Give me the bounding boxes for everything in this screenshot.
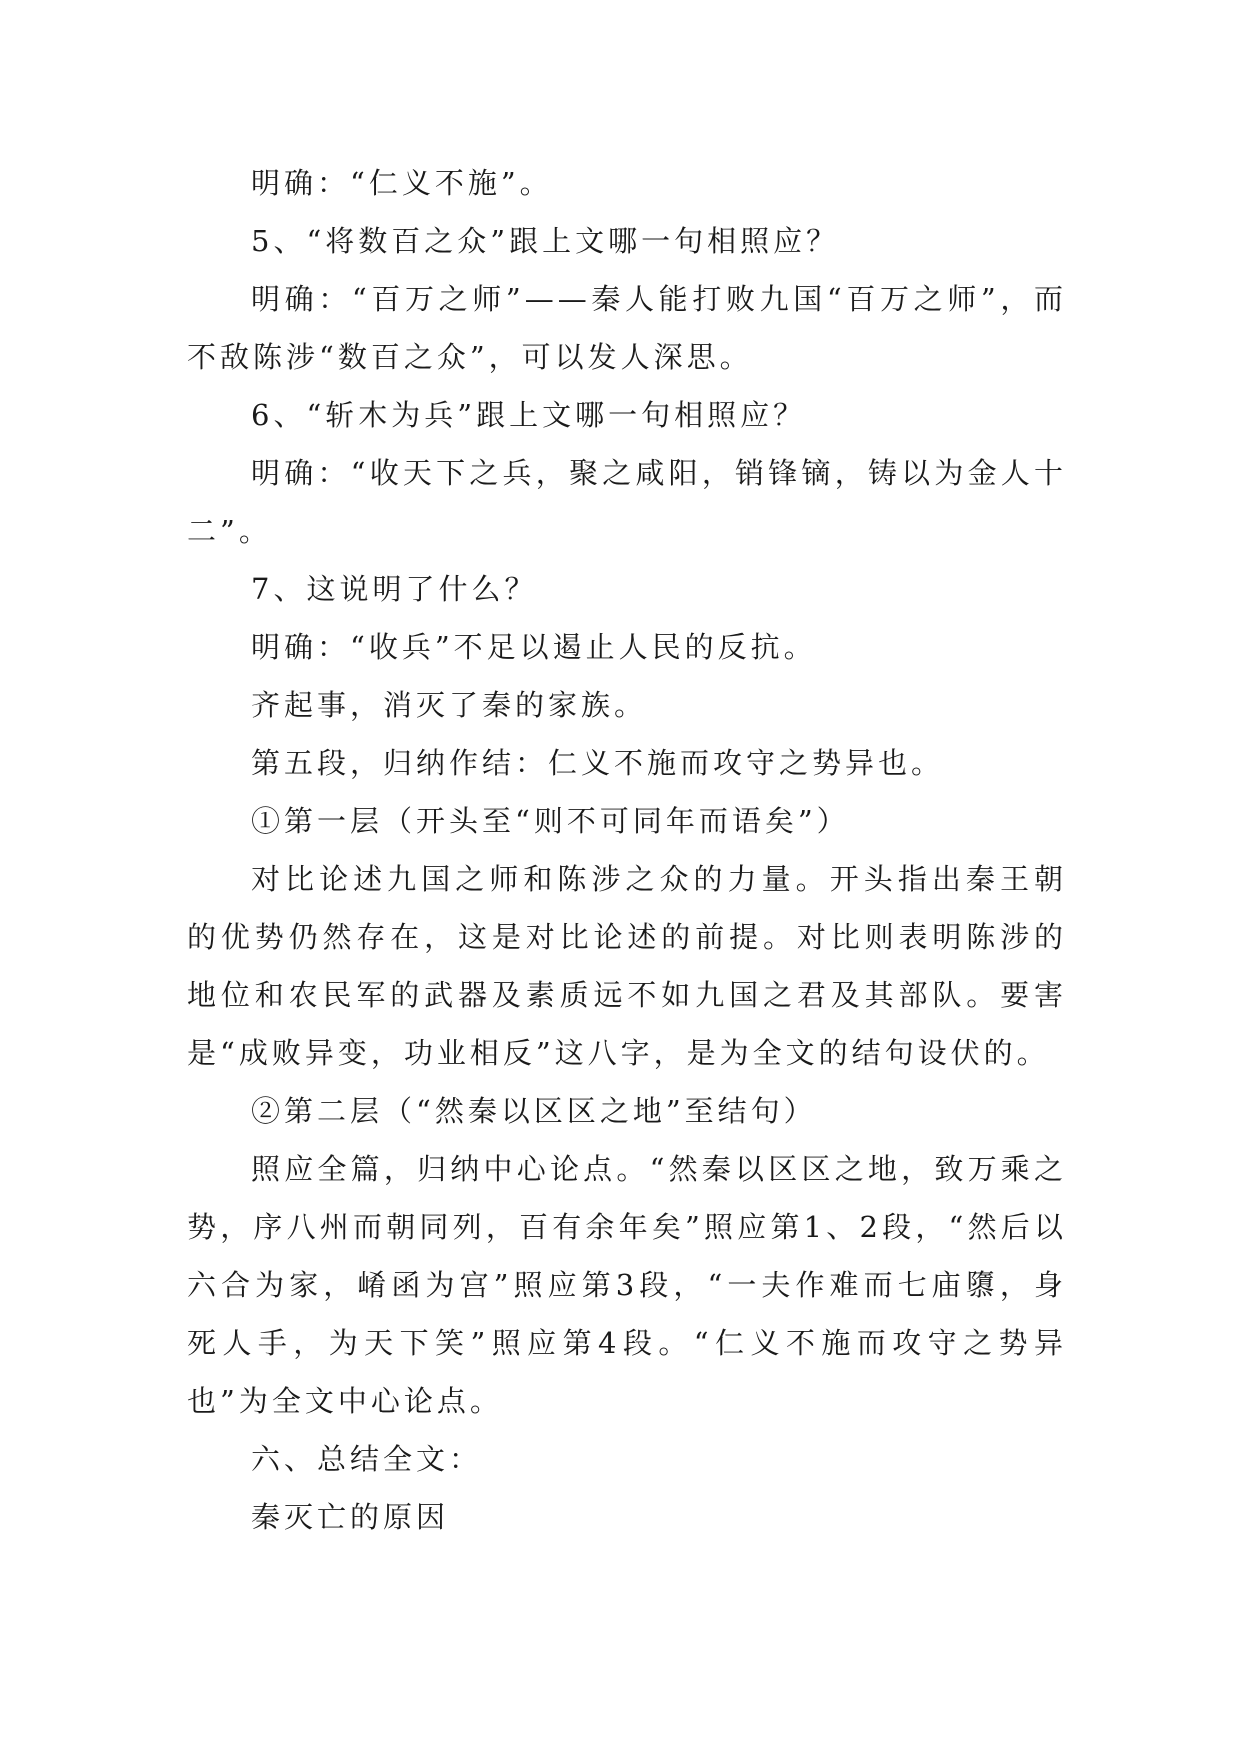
paragraph-section-6-heading: 六、总结全文： <box>251 1442 483 1476</box>
paragraph-answer-renyi: 明确：“仁义不施”。 <box>251 166 553 200</box>
paragraph-layer-2-heading: ②第二层（“然秦以区区之地”至结句） <box>251 1094 817 1128</box>
paragraph-layer-1-heading: ①第一层（开头至“则不可同年而语矣”） <box>251 804 850 838</box>
paragraph-answer-7: 明确：“收兵”不足以遏止人民的反抗。 <box>251 630 817 664</box>
paragraph-layer-2-body: 照应全篇，归纳中心论点。“然秦以区区之地，致万乘之势，序八州而朝同列，百有余年矣”照应第1、2段，“然后以六合为家，崤函为宫”照应第3段，“一夫作难而七庙隳，身死人手，为天下笑”照应第4段。“仁义不施而攻守之势异也”为全文中心论点。 <box>187 1152 1067 1418</box>
paragraph-answer-6: 明确：“收天下之兵，聚之咸阳，销锋镝，铸以为金人十二”。 <box>187 456 1067 548</box>
paragraph-layer-1-body: 对比论述九国之师和陈涉之众的力量。开头指出秦王朝的优势仍然存在，这是对比论述的前提。对比则表明陈涉的地位和农民军的武器及素质远不如九国之君及其部队。要害是“成败异变，功业相反”这八字，是为全文的结句设伏的。 <box>187 862 1067 1070</box>
paragraph-section-5-summary: 第五段，归纳作结：仁义不施而攻守之势异也。 <box>251 746 945 780</box>
paragraph-uprising: 齐起事，消灭了秦的家族。 <box>251 688 648 722</box>
paragraph-answer-5: 明确：“百万之师”——秦人能打败九国“百万之师”，而不敌陈涉“数百之众”，可以发人深思。 <box>187 282 1067 374</box>
paragraph-question-6: 6、“斩木为兵”跟上文哪一句相照应？ <box>251 398 807 432</box>
paragraph-question-5: 5、“将数百之众”跟上文哪一句相照应？ <box>251 224 840 258</box>
paragraph-qin-fall-reasons: 秦灭亡的原因 <box>251 1500 450 1534</box>
paragraph-question-7: 7、这说明了什么？ <box>251 572 538 606</box>
document-body <box>187 154 1067 1546</box>
